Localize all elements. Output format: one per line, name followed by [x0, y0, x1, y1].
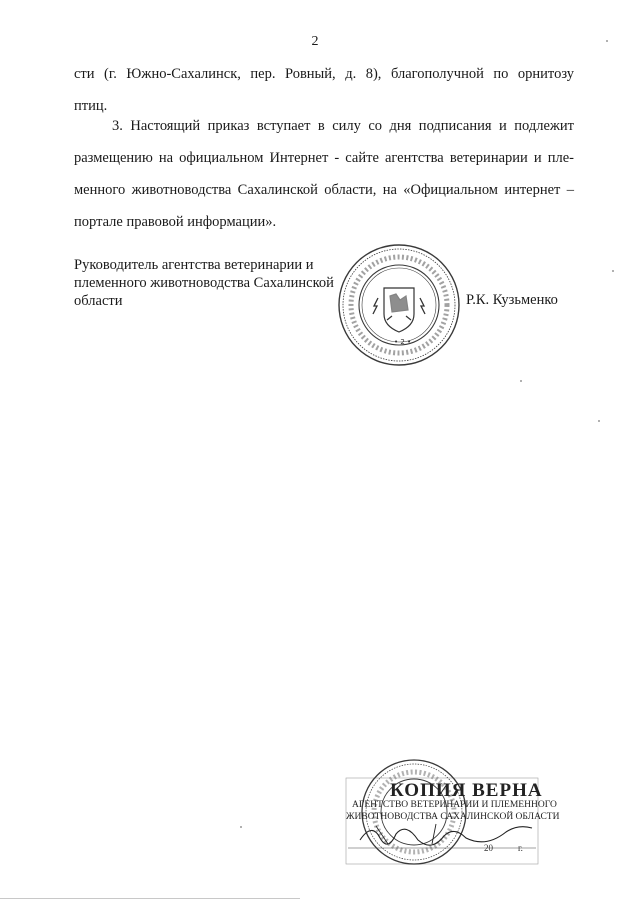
scan-speck — [598, 420, 600, 422]
page-number: 2 — [311, 34, 319, 49]
scan-speck — [520, 380, 522, 382]
svg-text:• 2 •: • 2 • — [394, 338, 412, 346]
stamp-year-prefix: 20 — [484, 843, 493, 853]
scan-speck — [606, 40, 608, 42]
stamp-year-suffix: г. — [518, 843, 523, 853]
stamp-title: КОПИЯ ВЕРНА — [390, 780, 543, 801]
stamp-agency-line: ЖИВОТНОВОДСТВА САХАЛИНСКОЙ ОБЛАСТИ — [346, 812, 560, 822]
signatory-position — [74, 256, 374, 310]
position-line: области — [74, 293, 123, 309]
scan-speck — [240, 826, 242, 828]
paragraph-line: размещению на официальном Интернет - сайте агентства ветеринарии и пле- — [74, 150, 574, 166]
paragraph-line: портале правовой информации». — [74, 214, 277, 230]
signatory-name: Р.К. Кузьменко — [466, 292, 558, 308]
paragraph-clause-3 — [74, 110, 574, 238]
scan-speck — [612, 270, 614, 272]
paragraph-line: менного животноводства Сахалинской области, на «Официальном интернет – — [74, 182, 574, 198]
official-seal-icon — [334, 240, 464, 370]
paragraph-line: 3. Настоящий приказ вступает в силу со дня подписания и подлежит — [112, 118, 574, 134]
paragraph-line: сти (г. Южно-Сахалинск, пер. Ровный, д. 8), благополучной по орнитозу — [74, 66, 574, 82]
position-line: племенного животноводства Сахалинской — [74, 275, 334, 291]
position-line: Руководитель агентства ветеринарии и — [74, 257, 314, 273]
stamp-agency-line: АГЕНТСТВО ВЕТЕРИНАРИИ И ПЛЕМЕННОГО — [352, 800, 557, 810]
paragraph-line: птиц. — [74, 98, 108, 114]
scan-edge-line — [0, 898, 300, 899]
